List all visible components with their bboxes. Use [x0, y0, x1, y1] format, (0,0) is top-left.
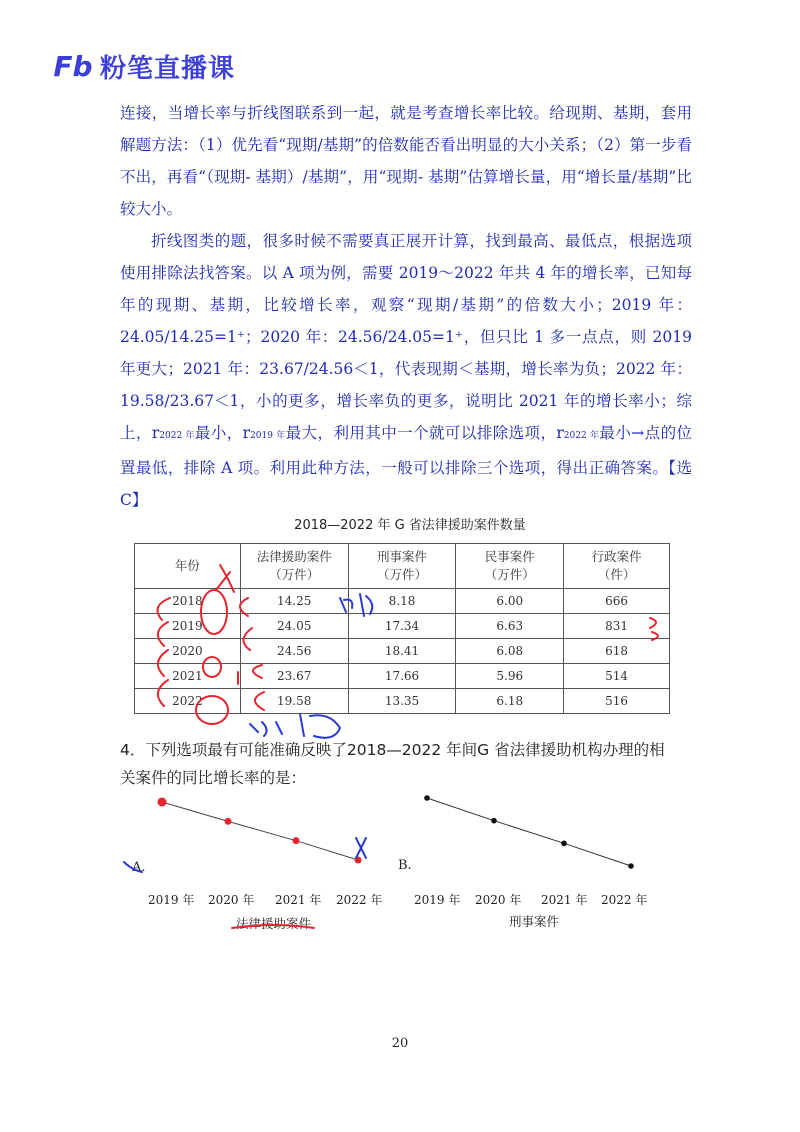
table-cell: 23.67	[240, 664, 348, 689]
table-cell: 14.25	[240, 589, 348, 614]
chart-a-tick: 2022 年	[336, 893, 383, 907]
table-cell: 6.08	[456, 639, 564, 664]
table-cell: 618	[564, 639, 670, 664]
chart-b-caption: 刑事案件	[509, 914, 560, 929]
header-line: 刑事案件	[376, 549, 427, 564]
header-line: 法律援助案件	[256, 549, 332, 564]
chart-b-tick: 2019 年	[414, 893, 461, 907]
table-cell: 2022	[135, 689, 241, 714]
chart-b-point	[424, 795, 430, 801]
table-cell: 6.63	[456, 614, 564, 639]
chart-b-point	[491, 818, 497, 824]
chart-a-point	[355, 857, 362, 864]
table-cell: 24.05	[240, 614, 348, 639]
chart-a-series-line	[162, 802, 358, 860]
table-cell: 13.35	[348, 689, 456, 714]
logo-text: 粉笔直播课	[100, 54, 236, 84]
table-cell: 18.41	[348, 639, 456, 664]
chart-b-tick: 2022 年	[601, 893, 648, 907]
option-b-label: B.	[398, 858, 412, 873]
table-cell: 2021	[135, 664, 241, 689]
page-number: 20	[391, 1036, 409, 1051]
paragraph-2-part-a: 折线图类的题，很多时候不需要真正展开计算，找到最高、最低点，根据选项使用排除法找答案。以 A 项为例，需要 2019～2022 年共 4 年的增长率，已知每年的现期、基期，比较增长率，观察“现期/基期”的倍数大小；2019 年：24.05/14.25=1⁺；2020 年：24.56/24.05=1⁺，但只比 1 多一点点，则 2019 年更大；2021 年：23.67/24.56＜1，代表现期＜基期，增长率为负；2022 年：19.58/23.67＜1，小的更多，增长率负的更多，说明比 2021 年的增长率小；综上，r	[120, 232, 692, 442]
question-text: 4．下列选项最有可能准确反映了2018—2022 年间G 省法律援助机构办理的相关案件的同比增长率的是：	[120, 741, 665, 787]
table-cell: 2020	[135, 639, 241, 664]
header-line: （万件）	[376, 567, 427, 582]
table-cell: 17.66	[348, 664, 456, 689]
chart-a-tick: 2019 年	[148, 893, 195, 907]
table-cell: 831	[564, 614, 670, 639]
chart-a-caption: 法律援助案件	[236, 916, 312, 931]
subscript-2019: 2019 年	[250, 431, 286, 441]
table-cell: 17.34	[348, 614, 456, 639]
table-cell: 2019	[135, 614, 241, 639]
table-cell: 8.18	[348, 589, 456, 614]
chart-a-point	[158, 798, 167, 807]
header-line: 年份	[174, 558, 200, 573]
paragraph-2-part-b: 最小，r	[194, 424, 251, 442]
chart-b-tick: 2020 年	[475, 893, 522, 907]
chart-b-point	[628, 863, 634, 869]
chart-a-point	[293, 837, 300, 844]
chart-a-tick: 2020 年	[208, 893, 255, 907]
subscript-2022-b: 2022 年	[563, 431, 600, 441]
table-cell: 2018	[135, 589, 241, 614]
logo-mark: Fb	[53, 50, 93, 83]
chart-a-tick: 2021 年	[275, 893, 322, 907]
chart-b-tick: 2021 年	[541, 893, 588, 907]
header-line: 民事案件	[484, 549, 535, 564]
table-cell: 5.96	[456, 664, 564, 689]
header-line: （件）	[597, 567, 636, 582]
table-cell: 666	[564, 589, 670, 614]
header-line: 行政案件	[591, 549, 642, 564]
paragraph-2-part-c: 最大，利用其中一个就可以排除选项，r	[285, 424, 564, 442]
table-cell: 6.18	[456, 689, 564, 714]
table-cell: 516	[564, 689, 670, 714]
option-a-label: A.	[132, 860, 146, 875]
chart-b-series-line	[427, 798, 631, 866]
chart-a-point	[225, 818, 232, 825]
table-cell: 19.58	[240, 689, 348, 714]
explanation-paragraph-1: 连接，当增长率与折线图联系到一起，就是考查增长率比较。给现期、基期，套用解题方法：（1）优先看“现期/基期”的倍数能否看出明显的大小关系；（2）第一步看不出，再看“（现期- 基期）/基期”，用“现期- 基期”估算增长量，用“增长量/基期”比较大小。	[120, 104, 692, 218]
subscript-2022-a: 2022 年	[159, 431, 195, 441]
table-cell: 24.56	[240, 639, 348, 664]
paragraph-2-part-d: 最小→点的位置最低，排除 A 项。利用此种方法，一般可以排除三个选项，得出正确答案。【选 C】	[120, 424, 693, 509]
header-line: （万件）	[484, 567, 535, 582]
header-line: （万件）	[269, 567, 320, 582]
chart-b-point	[561, 841, 567, 847]
table-cell: 6.00	[456, 589, 564, 614]
table-title: 2018—2022 年 G 省法律援助案件数量	[294, 518, 526, 533]
table-cell: 514	[564, 664, 670, 689]
